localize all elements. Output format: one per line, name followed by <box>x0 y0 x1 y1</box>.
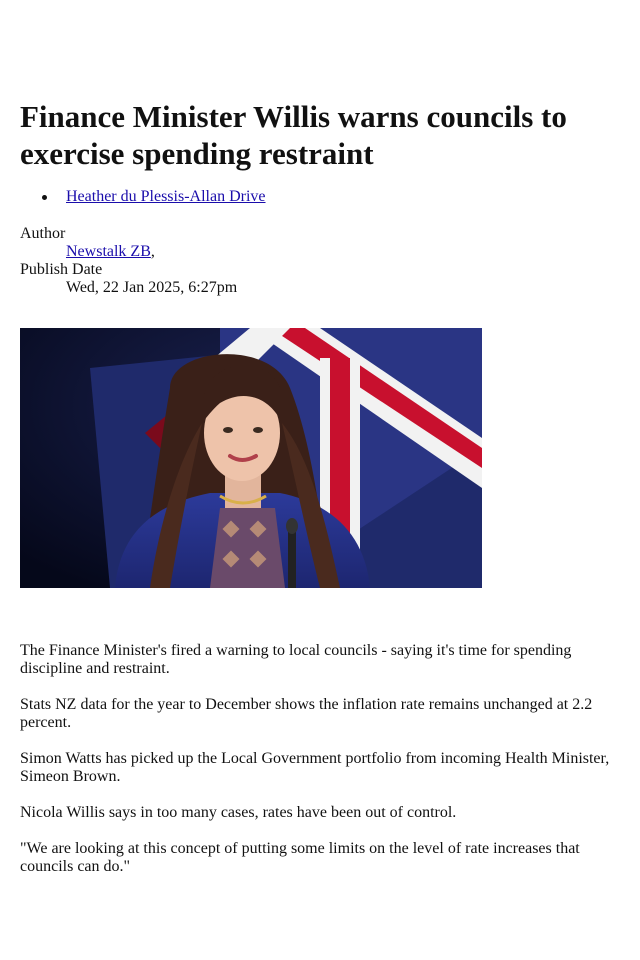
author-separator: , <box>150 243 155 260</box>
article-meta <box>20 225 237 297</box>
tag-link-heather-du-plessis-allan-drive[interactable]: Heather du Plessis-Allan Drive <box>66 188 266 205</box>
article-headline: Finance Minister Willis warns councils to exercise spending restraint <box>20 99 567 171</box>
tag-item <box>20 186 266 208</box>
hero-photo-illustration <box>20 328 482 588</box>
paragraph-4: Nicola Willis says in too many cases, rates have been out of control. <box>20 804 457 821</box>
author-link[interactable]: Newstalk ZB <box>66 243 151 260</box>
publish-date-value: Wed, 22 Jan 2025, 6:27pm <box>66 279 238 296</box>
paragraph-2: Stats NZ data for the year to December shows the inflation rate remains unchanged at 2.2 percent. <box>20 696 593 731</box>
paragraph-3: Simon Watts has picked up the Local Government portfolio from incoming Health Minister, Simeon Brown. <box>20 750 610 785</box>
paragraph-1: The Finance Minister's fired a warning to local councils - saying it's time for spending discipline and restraint. <box>20 642 572 677</box>
hero-image <box>20 328 482 588</box>
microphone-shape <box>288 528 296 588</box>
paragraph-5: "We are looking at this concept of putting some limits on the level of rate increases that councils can do." <box>20 840 580 875</box>
author-value <box>66 243 237 261</box>
author-label: Author <box>20 225 66 242</box>
article-body <box>20 642 610 894</box>
tag-list <box>20 186 266 208</box>
publish-date-label: Publish Date <box>20 261 103 278</box>
